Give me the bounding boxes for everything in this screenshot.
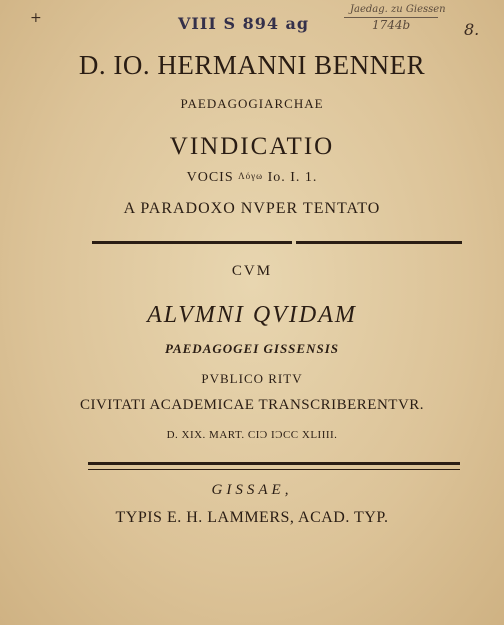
paedagogei-line: PAEDAGOGEI GISSENSIS bbox=[164, 341, 339, 356]
imprint-place: GISSAE, bbox=[211, 482, 293, 498]
library-shelfmark-stamp: VIII S 894 ag bbox=[178, 14, 310, 33]
imprint-printer: TYPIS E. H. LAMMERS, ACAD. TYP. bbox=[115, 509, 389, 526]
divider-rule-lower-thick bbox=[88, 462, 460, 465]
author-office: PAEDAGOGIARCHAE bbox=[180, 96, 324, 111]
divider-rule-left bbox=[92, 241, 292, 244]
alumni-line: ALVMNI QVIDAM bbox=[147, 302, 357, 328]
page-number: 8. bbox=[464, 20, 480, 39]
subtitle-line: A PARADOXO NVPER TENTATO bbox=[123, 200, 381, 217]
divider-rule-lower-thin bbox=[88, 469, 460, 470]
vocis-word: VOCIS bbox=[186, 170, 234, 185]
cum-line: CVM bbox=[231, 263, 273, 279]
divider-rule-right bbox=[296, 241, 462, 244]
vocis-line bbox=[0, 170, 504, 186]
handwritten-note: Jaedag. zu Giessen bbox=[350, 4, 446, 15]
main-title: VINDICATIO bbox=[169, 133, 335, 160]
vocis-reference: Io. I. 1. bbox=[267, 170, 318, 185]
civitati-line: CIVITATI ACADEMICAE TRANSCRIBERENTVR. bbox=[79, 397, 425, 413]
vocis-greek: Λόγω bbox=[238, 171, 264, 181]
handwritten-year: 1744b bbox=[372, 18, 411, 32]
author-line: D. IO. HERMANNI BENNER bbox=[78, 50, 426, 80]
date-line: D. XIX. MART. CIƆ IƆCC XLIIII. bbox=[166, 429, 338, 441]
publico-line: PVBLICO RITV bbox=[201, 371, 303, 386]
margin-cross-mark: + bbox=[30, 10, 42, 26]
